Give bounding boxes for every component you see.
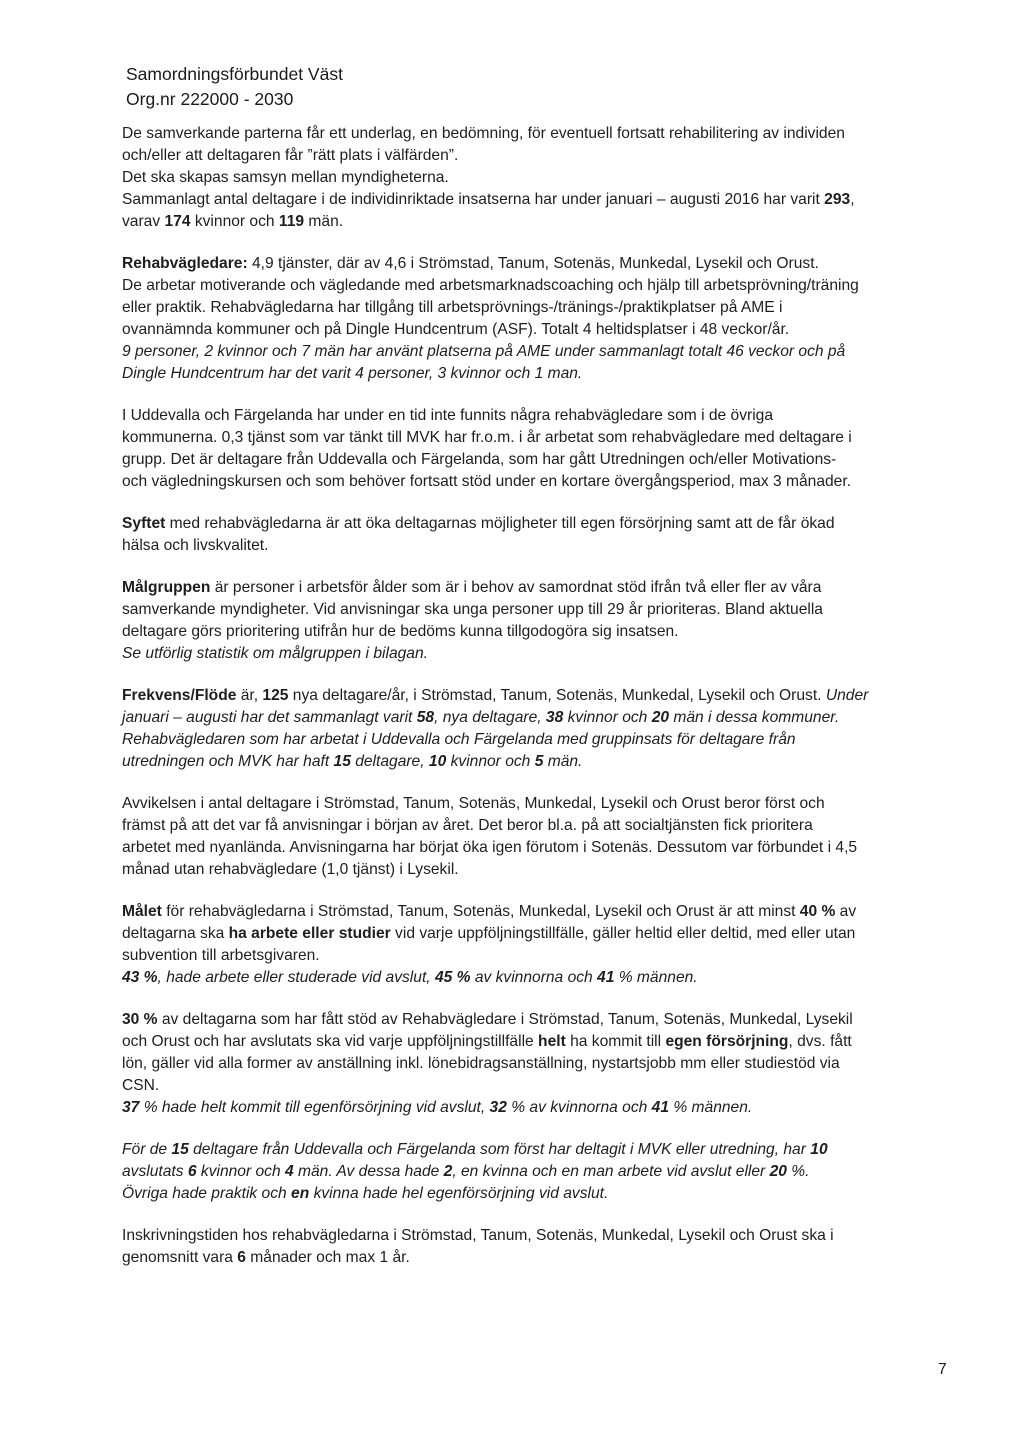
paragraph	[122, 405, 954, 493]
text-segment: Inskrivningstiden hos rehabvägledarna i Strömstad, Tanum, Sotenäs, Munkedal, Lysekil och Orust ska i	[122, 1227, 834, 1244]
text-segment: deltagare,	[350, 753, 429, 770]
text-segment: lön, gäller vid alla former av anställning inkl. lönebidragsanställning, nystartsjobb mm eller studiestöd via	[122, 1055, 840, 1072]
text-line	[122, 145, 954, 167]
document-header	[126, 62, 343, 112]
text-line	[122, 729, 954, 751]
text-segment: 32	[489, 1099, 507, 1116]
text-segment: 6	[187, 1163, 197, 1180]
text-segment: av	[835, 903, 857, 920]
text-line	[122, 1031, 954, 1053]
text-segment: Målgruppen	[122, 579, 211, 596]
text-segment: 20	[769, 1163, 787, 1180]
text-line	[122, 1247, 954, 1269]
text-segment: 293	[824, 191, 851, 208]
text-segment: 38	[545, 709, 564, 726]
text-segment: varav	[122, 213, 165, 230]
text-segment: kvinna hade hel egenförsörjning vid avslut.	[309, 1185, 609, 1202]
text-segment: Sammanlagt antal deltagare i de individinriktade insatserna har under januari – augusti 2016 har varit	[122, 191, 825, 208]
text-segment: 125	[262, 687, 289, 704]
text-segment: 4	[284, 1163, 294, 1180]
text-line	[122, 901, 954, 923]
text-segment: Rehabvägledare:	[122, 255, 248, 272]
text-line	[122, 793, 954, 815]
text-segment: 41	[651, 1099, 670, 1116]
text-line	[122, 923, 954, 945]
text-line	[122, 319, 954, 341]
text-segment: av kvinnorna och	[470, 969, 598, 986]
text-line	[122, 123, 954, 145]
paragraph	[122, 793, 954, 881]
text-segment: deltagare görs prioritering utifrån hur de bedöms kunna tillgodogöra sig insatsen.	[122, 623, 679, 640]
paragraph	[122, 901, 954, 989]
text-segment: ,	[850, 191, 855, 208]
text-line	[122, 297, 954, 319]
text-segment: , en kvinna och en man arbete vid avslut eller	[452, 1163, 770, 1180]
text-segment: Rehabvägledaren som har arbetat i Uddevalla och Färgelanda med gruppinsats för deltagare från	[122, 731, 796, 748]
text-segment: , dvs. fått	[788, 1033, 852, 1050]
paragraph	[122, 123, 954, 233]
text-line	[122, 1225, 954, 1247]
text-segment: 174	[164, 213, 191, 230]
text-line	[122, 707, 954, 729]
text-line	[122, 513, 954, 535]
text-line	[122, 253, 954, 275]
text-segment: genomsnitt vara	[122, 1249, 238, 1266]
text-segment: De samverkande parterna får ett underlag, en bedömning, för eventuell fortsatt rehabilitering av individen	[122, 125, 845, 142]
text-line	[122, 471, 954, 493]
text-segment: Se utförlig statistik om målgruppen i bilagan.	[122, 645, 428, 662]
text-line	[122, 643, 954, 665]
text-line	[122, 211, 954, 233]
text-segment: 58	[416, 709, 435, 726]
text-line	[122, 945, 954, 967]
paragraph	[122, 577, 954, 665]
text-line	[122, 535, 954, 557]
text-segment: främst på att det var få anvisningar i början av året. Det beror bl.a. på att socialtjänsten fick prioritera	[122, 817, 813, 834]
paragraph	[122, 1139, 954, 1205]
text-segment: 2	[443, 1163, 453, 1180]
text-line	[122, 1097, 954, 1119]
text-segment: månader och max 1 år.	[245, 1249, 410, 1266]
paragraph	[122, 1225, 954, 1269]
text-segment: subvention till arbetsgivaren.	[122, 947, 320, 964]
text-segment: Det ska skapas samsyn mellan myndigheterna.	[122, 169, 449, 186]
text-segment: deltagarna ska	[122, 925, 229, 942]
text-line	[122, 363, 954, 385]
page-number: 7	[938, 1361, 947, 1378]
text-line	[122, 1009, 954, 1031]
text-line	[122, 405, 954, 427]
text-segment: ovannämnda kommuner och på Dingle Hundcentrum (ASF). Totalt 4 heltidsplatser i 48 veckor/år.	[122, 321, 790, 338]
text-segment: För de	[122, 1141, 172, 1158]
text-segment: är,	[236, 687, 263, 704]
organization-number: Org.nr 222000 - 2030	[126, 89, 294, 109]
text-segment: vid varje uppföljningstillfälle, gäller heltid eller deltid, med eller utan	[390, 925, 856, 942]
paragraph	[122, 685, 954, 773]
text-segment: avslutats	[122, 1163, 188, 1180]
text-segment: Under	[825, 687, 869, 704]
text-segment: Syftet	[122, 515, 166, 532]
text-segment: 37	[122, 1099, 140, 1116]
text-segment: män.	[543, 753, 583, 770]
text-segment: 6	[237, 1249, 246, 1266]
text-segment: I Uddevalla och Färgelanda har under en tid inte funnits några rehabvägledare som i de övriga	[122, 407, 774, 424]
text-segment: 40 %	[799, 903, 836, 920]
text-segment: 10	[428, 753, 447, 770]
text-segment: Dingle Hundcentrum har det varit 4 personer, 3 kvinnor och 1 man.	[122, 365, 583, 382]
document-body	[122, 123, 954, 1269]
text-line	[122, 449, 954, 471]
text-segment: , nya deltagare,	[434, 709, 546, 726]
text-segment: % av kvinnorna och	[506, 1099, 652, 1116]
text-segment: arbetet med nyanlända. Anvisningarna har börjat öka igen förutom i Sotenäs. Dessutom var förbundet i 4,5	[122, 839, 858, 856]
paragraph	[122, 513, 954, 557]
text-segment: kvinnor och	[196, 1163, 285, 1180]
text-segment: grupp. Det är deltagare från Uddevalla och Färgelanda, som har gått Utredningen och/eller Motivations-	[122, 451, 837, 468]
text-segment: % männen.	[669, 1099, 753, 1116]
text-segment: 119	[278, 213, 305, 230]
text-line	[122, 1161, 954, 1183]
text-segment: och/eller att deltagaren får ”rätt plats i välfärden”.	[122, 147, 459, 164]
text-segment: %.	[786, 1163, 810, 1180]
text-segment: är personer i arbetsför ålder som är i behov av samordnat stöd ifrån två eller fler av våra	[210, 579, 822, 596]
text-line	[122, 1053, 954, 1075]
text-segment: utredningen och MVK har haft	[122, 753, 334, 770]
text-line	[122, 341, 954, 363]
text-segment: helt	[538, 1033, 566, 1050]
text-segment: Frekvens/Flöde	[122, 687, 237, 704]
text-segment: hälsa och livskvalitet.	[122, 537, 269, 554]
text-segment: män.	[304, 213, 344, 230]
text-segment: nya deltagare/år, i Strömstad, Tanum, Sotenäs, Munkedal, Lysekil och Orust.	[288, 687, 826, 704]
text-segment: % männen.	[614, 969, 698, 986]
text-line	[122, 967, 954, 989]
text-segment: ha arbete eller studier	[228, 925, 391, 942]
text-line	[122, 577, 954, 599]
text-segment: 15	[171, 1141, 189, 1158]
text-segment: % hade helt kommit till egenförsörjning vid avslut,	[139, 1099, 490, 1116]
text-segment: 4,9 tjänster, där av 4,6 i Strömstad, Tanum, Sotenäs, Munkedal, Lysekil och Orust.	[247, 255, 819, 272]
text-line	[122, 275, 954, 297]
text-line	[122, 751, 954, 773]
text-segment: kvinnor och	[446, 753, 535, 770]
text-segment: 9 personer, 2 kvinnor och 7 män har använt platserna på AME under sammanlagt totalt 46 veckor och på	[122, 343, 846, 360]
text-line	[122, 189, 954, 211]
text-segment: av deltagarna som har fått stöd av Rehabvägledare i Strömstad, Tanum, Sotenäs, Munkedal, Lysekil	[157, 1011, 853, 1028]
text-segment: kvinnor och	[563, 709, 652, 726]
text-segment: 15	[333, 753, 351, 770]
text-line	[122, 599, 954, 621]
paragraph	[122, 1009, 954, 1119]
text-segment: månad utan rehabvägledare (1,0 tjänst) i Lysekil.	[122, 861, 459, 878]
text-segment: en	[291, 1185, 310, 1202]
text-segment: samverkande myndigheter. Vid anvisningar ska unga personer upp till 29 år prioriteras. Bland aktuella	[122, 601, 823, 618]
text-segment: , hade arbete eller studerade vid avslut,	[157, 969, 435, 986]
text-segment: 43 %	[122, 969, 158, 986]
text-segment: 5	[534, 753, 544, 770]
text-segment: och vägledningskursen och som behöver fortsatt stöd under en kortare övergångsperiod, max 3 månader.	[122, 473, 851, 490]
text-segment: 41	[597, 969, 615, 986]
organization-name: Samordningsförbundet Väst	[126, 64, 343, 84]
text-line	[122, 837, 954, 859]
text-segment: egen försörjning	[665, 1033, 789, 1050]
text-line	[122, 815, 954, 837]
text-line	[122, 859, 954, 881]
text-line	[122, 1183, 954, 1205]
text-segment: De arbetar motiverande och vägledande med arbetsmarknadscoaching och hjälp till arbetsprövning/träning	[122, 277, 859, 294]
text-line	[122, 685, 954, 707]
text-segment: januari – augusti har det sammanlagt varit	[122, 709, 417, 726]
text-segment: Målet	[122, 903, 162, 920]
text-segment: män. Av dessa hade	[293, 1163, 444, 1180]
text-segment: män i dessa kommuner.	[669, 709, 840, 726]
text-segment: kvinnor och	[190, 213, 279, 230]
text-segment: med rehabvägledarna är att öka deltagarnas möjligheter till egen försörjning samt att de får ökad	[165, 515, 835, 532]
text-segment: kommunerna. 0,3 tjänst som var tänkt till MVK har fr.o.m. i år arbetat som rehabvägledare med deltagare i	[122, 429, 852, 446]
text-line	[122, 1075, 954, 1097]
text-segment: 20	[651, 709, 670, 726]
text-line	[122, 1139, 954, 1161]
text-segment: ha kommit till	[565, 1033, 666, 1050]
text-segment: Avvikelsen i antal deltagare i Strömstad, Tanum, Sotenäs, Munkedal, Lysekil och Orust beror först och	[122, 795, 825, 812]
text-line	[122, 167, 954, 189]
text-segment: 10	[810, 1141, 828, 1158]
text-segment: deltagare från Uddevalla och Färgelanda som först har deltagit i MVK eller utredning, har	[188, 1141, 811, 1158]
text-line	[122, 427, 954, 449]
paragraph	[122, 253, 954, 385]
text-segment: eller praktik. Rehabvägledarna har tillgång till arbetsprövnings-/tränings-/praktikplatser på AME i	[122, 299, 783, 316]
text-segment: 30 %	[122, 1011, 158, 1028]
text-segment: och Orust och har avslutats ska vid varje uppföljningstillfälle	[122, 1033, 539, 1050]
text-segment: CSN.	[122, 1077, 160, 1094]
text-line	[122, 621, 954, 643]
text-segment: för rehabvägledarna i Strömstad, Tanum, Sotenäs, Munkedal, Lysekil och Orust är att minst	[161, 903, 800, 920]
text-segment: 45 %	[434, 969, 471, 986]
text-segment: Övriga hade praktik och	[122, 1185, 292, 1202]
